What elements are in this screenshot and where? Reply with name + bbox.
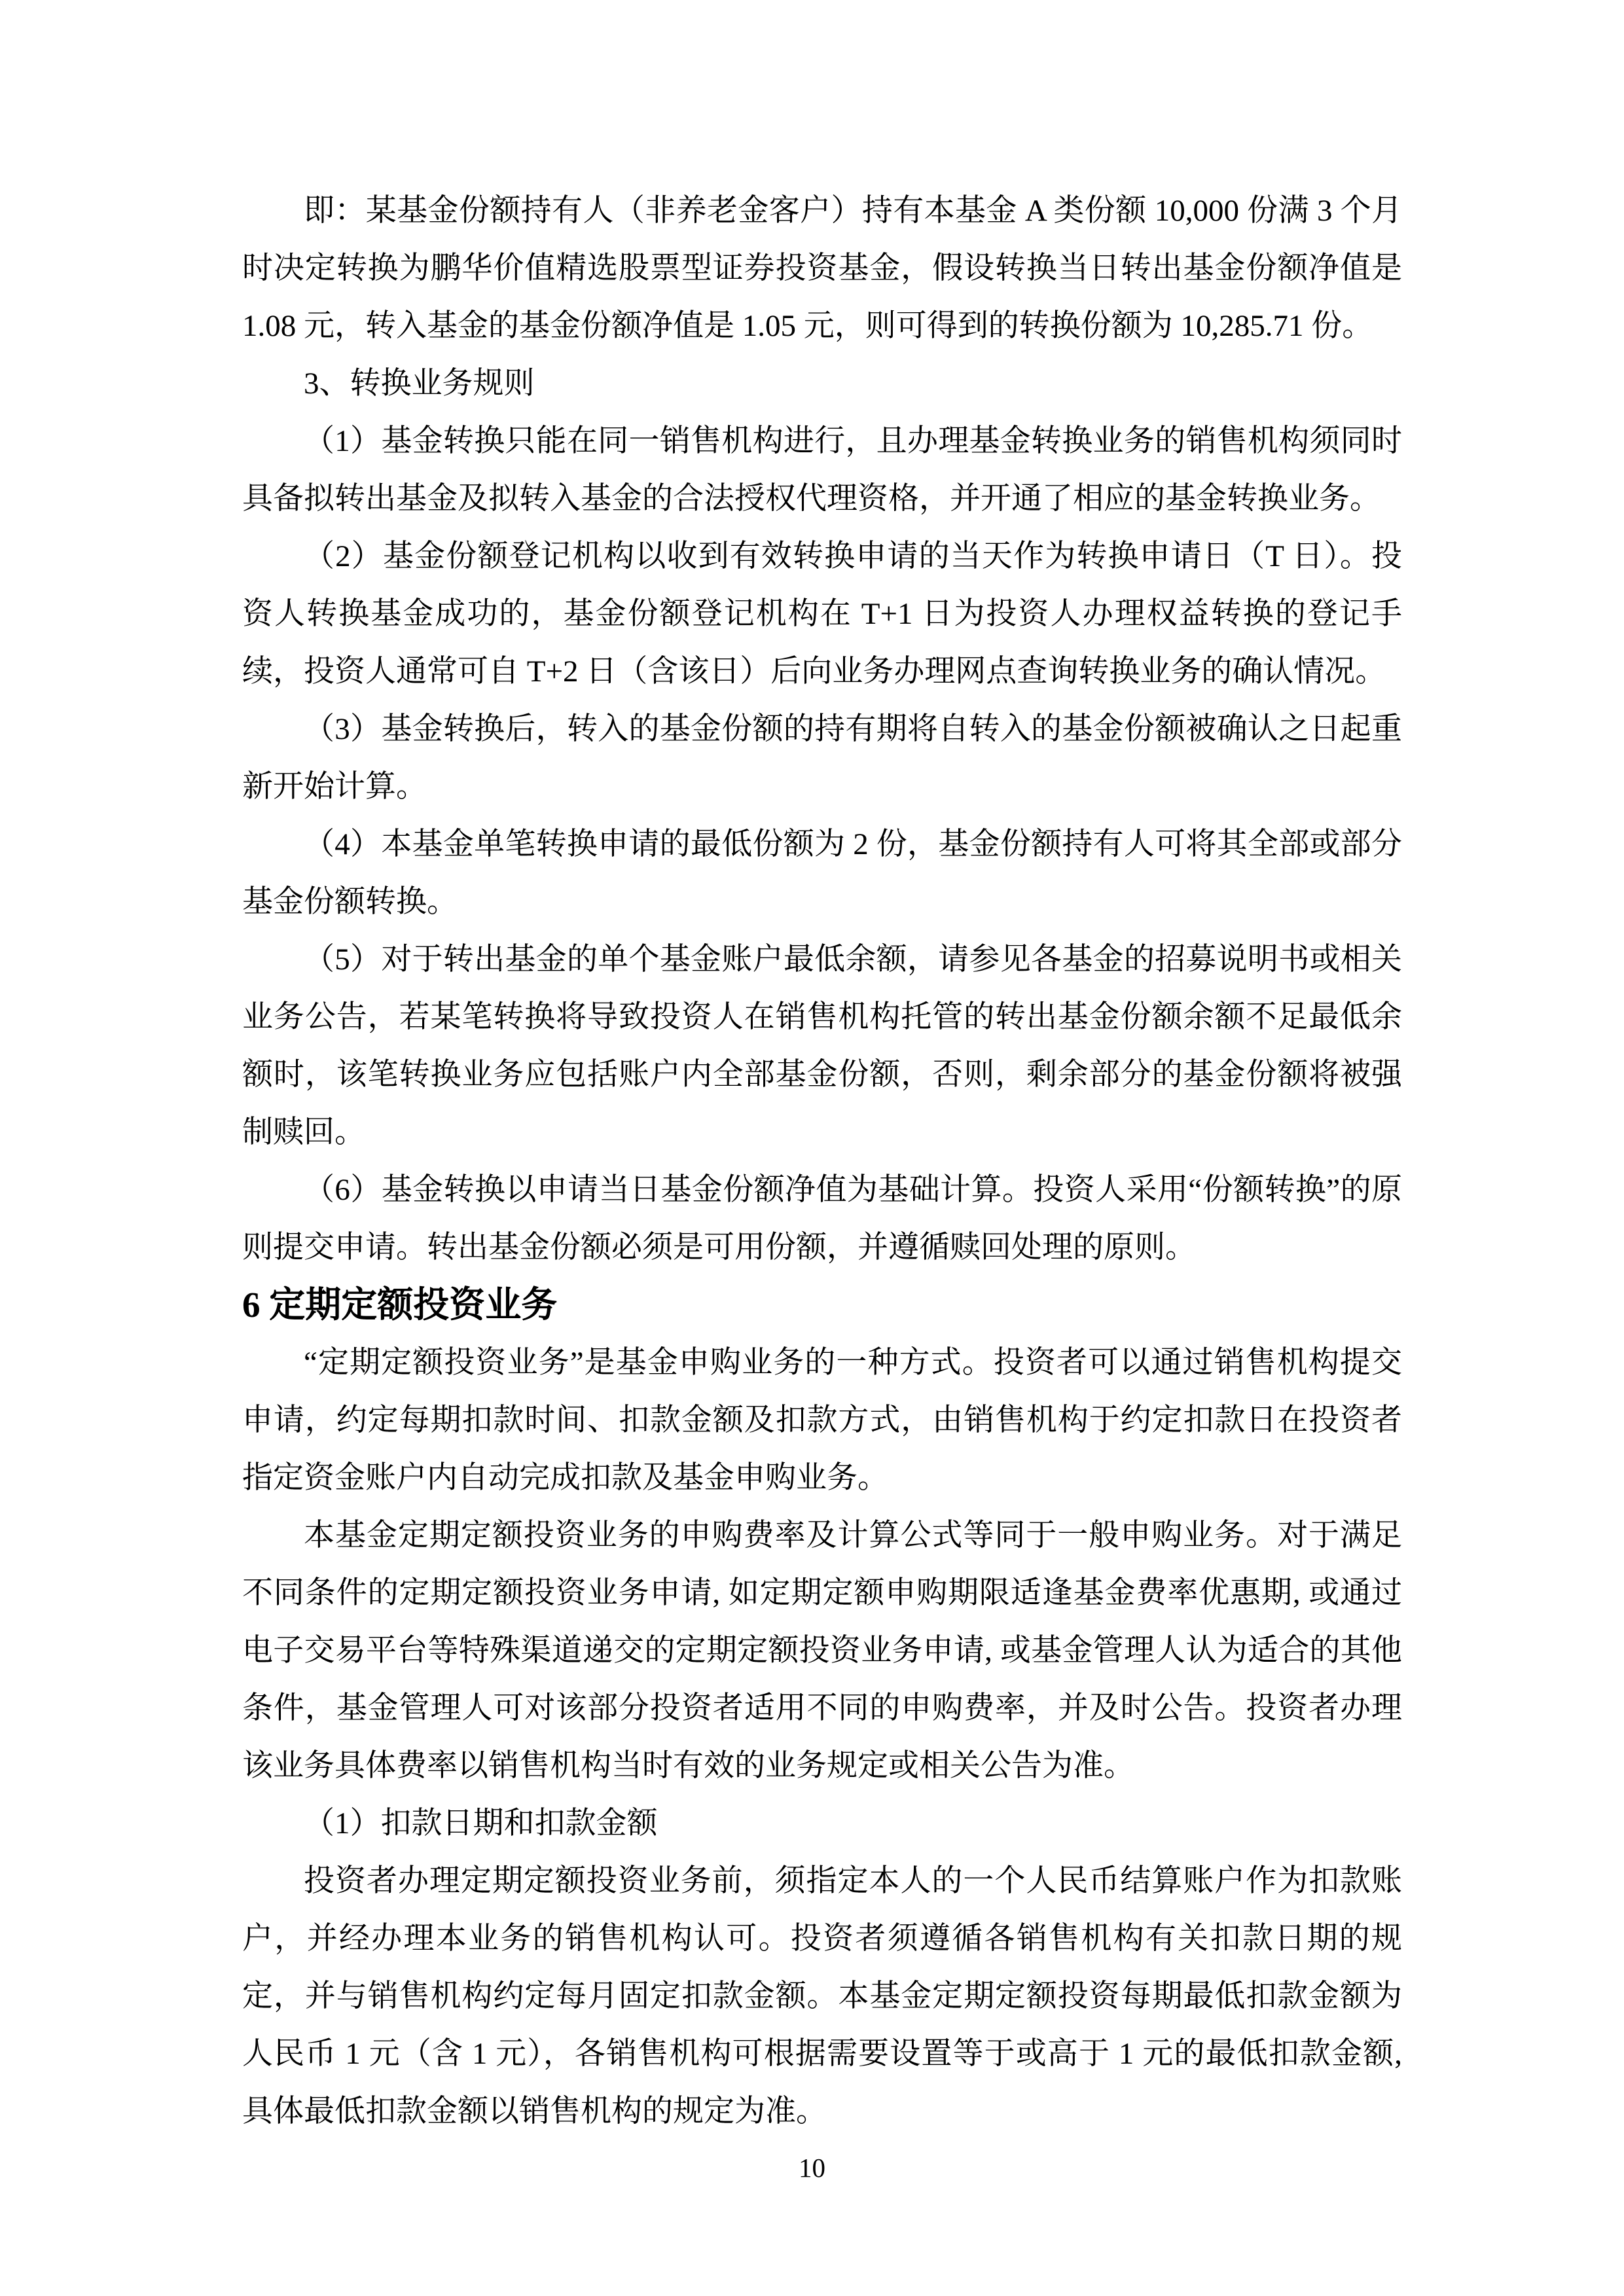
paragraph-rule-4: （4）本基金单笔转换申请的最低份额为 2 份，基金份额持有人可将其全部或部分基金份额转换。 — [242, 827, 1402, 919]
document-body — [242, 182, 1402, 2140]
paragraph-rule-2: （2）基金份额登记机构以收到有效转换申请的当天作为转换申请日（T 日）。投资人转换基金成功的，基金份额登记机构在 T+1 日为投资人办理权益转换的登记手续，投资人通常可自 T+2 日（含该日）后向业务办理网点查询转换业务的确认情况。 — [242, 539, 1402, 689]
paragraph-rule-1: （1）基金转换只能在同一销售机构进行，且办理基金转换业务的销售机构须同时具备拟转出基金及拟转入基金的合法授权代理资格，并开通了相应的基金转换业务。 — [242, 424, 1402, 516]
paragraph-conversion-rules-title: 3、转换业务规则 — [304, 367, 535, 401]
paragraph-aip-fees: 本基金定期定额投资业务的申购费率及计算公式等同于一般申购业务。对于满足不同条件的定期定额投资业务申请, 如定期定额申购期限适逢基金费率优惠期, 或通过电子交易平台等特殊渠道递交的定期定额投资业务申请, 或基金管理人认为适合的其他条件，基金管理人可对该部分投资者适用不同的申购费率，并及时公告。投资者办理该业务具体费率以销售机构当时有效的业务规定或相关公告为准。 — [242, 1518, 1402, 1783]
paragraph-rule-6: （6）基金转换以申请当日基金份额净值为基础计算。投资人采用“份额转换”的原则提交申请。转出基金份额必须是可用份额，并遵循赎回处理的原则。 — [242, 1173, 1402, 1265]
paragraph-rule-3: （3）基金转换后，转入的基金份额的持有期将自转入的基金份额被确认之日起重新开始计算。 — [242, 712, 1402, 804]
paragraph-deduction-detail: 投资者办理定期定额投资业务前，须指定本人的一个人民币结算账户作为扣款账户，并经办理本业务的销售机构认可。投资者须遵循各销售机构有关扣款日期的规定，并与销售机构约定每月固定扣款金额。本基金定期定额投资每期最低扣款金额为人民币 1 元（含 1 元），各销售机构可根据需要设置等于或高于 1 元的最低扣款金额, 具体最低扣款金额以销售机构的规定为准。 — [242, 1864, 1402, 2128]
paragraph-deduction-title: （1）扣款日期和扣款金额 — [304, 1806, 658, 1840]
paragraph-aip-intro: “定期定额投资业务”是基金申购业务的一种方式。投资者可以通过销售机构提交申请，约定每期扣款时间、扣款金额及扣款方式，由销售机构于约定扣款日在投资者指定资金账户内自动完成扣款及基金申购业务。 — [242, 1346, 1402, 1495]
page-number: 10 — [799, 2153, 825, 2183]
section-heading-6: 6 定期定额投资业务 — [242, 1285, 558, 1325]
paragraph-rule-5: （5）对于转出基金的单个基金账户最低余额，请参见各基金的招募说明书或相关业务公告，若某笔转换将导致投资人在销售机构托管的转出基金份额余额不足最低余额时，该笔转换业务应包括账户内全部基金份额，否则，剩余部分的基金份额将被强制赎回。 — [242, 942, 1402, 1149]
paragraph-conversion-example: 即：某基金份额持有人（非养老金客户）持有本基金 A 类份额 10,000 份满 3 个月时决定转换为鹏华价值精选股票型证券投资基金，假设转换当日转出基金份额净值是 1.08 元，转入基金的基金份额净值是 1.05 元，则可得到的转换份额为 10,285.71 份。 — [242, 194, 1402, 343]
